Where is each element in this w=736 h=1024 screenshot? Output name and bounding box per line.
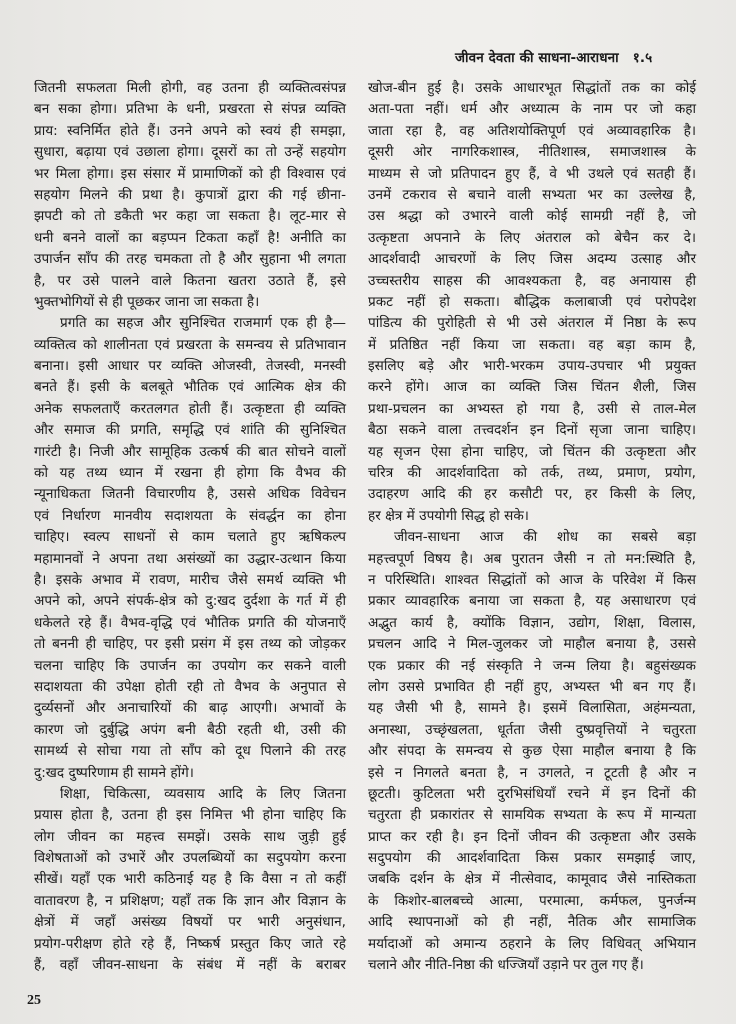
- text-line: पांडित्य की पुरोहिती से भी उसे अंतराल में निष्ठा के रूप: [368, 315, 696, 332]
- text-line: विशेषताओं को उभारें और उपलब्धियों का सदुपयोग करना: [34, 850, 346, 867]
- chapter-title: जीवन देवता की साधना-आराधना: [455, 50, 619, 66]
- left-column: [34, 78, 346, 976]
- text-line: प्राय: स्वनिर्मित होते हैं। उनने अपने को स्वयं ही समझा,: [34, 122, 346, 139]
- text-line: है। इसके अभाव में रावण, मारीच जैसे समर्थ व्यक्ति भी: [34, 571, 346, 588]
- text-line: सीखें। यहाँ एक भारी कठिनाई यह है कि वैसा न तो कहीं: [34, 871, 346, 888]
- text-line: भुक्तभोगियों से ही पूछकर जाना जा सकता है।: [34, 293, 260, 310]
- text-line: प्रथा-प्रचलन का अभ्यस्त हो गया है, उसी से ताल-मेल: [368, 400, 696, 417]
- text-line: बनते हैं। इसी के बलबूते भौतिक एवं आत्मिक क्षेत्र की: [34, 379, 346, 396]
- text-line: उनमें टकराव से बचाने वाली सभ्यता भर का उल्लेख है,: [368, 186, 696, 203]
- text-line: व्यक्तित्व को शालीनता एवं प्रखरता के समन्वय से प्रतिभावान: [34, 336, 346, 353]
- text-line: बन सका होगा। प्रतिभा के धनी, प्रखरता से संपन्न व्यक्ति: [34, 101, 346, 118]
- text-line: चलना चाहिए कि उपार्जन का उपयोग कर सकने वाली: [34, 657, 346, 674]
- right-column: [368, 78, 696, 976]
- text-line: के किशोर-बालबच्चे आत्मा, परमात्मा, कर्मफल, पुनर्जन्म: [368, 892, 696, 909]
- text-line: हैं, वहाँ जीवन-साधना के संबंध में नहीं के बराबर: [34, 957, 346, 974]
- paragraph-start-line: जीवन-साधना आज की शोध का सबसे बड़ा: [394, 529, 696, 546]
- text-line: सामर्थ्य से सोचा गया तो साँप को दूध पिलाने की तरह: [34, 743, 346, 760]
- section-folio: १.५: [632, 50, 653, 66]
- text-line: तो बननी ही चाहिए, पर इसी प्रसंग में इस तथ्य को जोड़कर: [34, 636, 346, 653]
- text-line: गारंटी है। निजी और सामूहिक उत्कर्ष की बात सोचने वालों: [34, 443, 346, 460]
- text-line: आदि स्थापनाओं को ही नहीं, नैतिक और सामाजिक: [368, 914, 696, 931]
- text-line: अता-पता नहीं। धर्म और अध्यात्म के नाम पर जो कहा: [368, 101, 696, 118]
- text-line: में प्रतिष्ठित नहीं किया जा सकता। वह बड़ा काम है,: [368, 336, 696, 353]
- text-line: क्षेत्रों में जहाँ असंख्य विषयों पर भारी अनुसंधान,: [34, 914, 346, 931]
- text-line: दुर्व्यसनों और अनाचारियों की बाढ़ आएगी। अभावों के: [34, 700, 346, 717]
- text-line: लोग जीवन का महत्त्व समझें। उसके साथ जुड़ी हुई: [34, 828, 346, 845]
- text-line: यह जैसी भी है, सामने है। इसमें विलासिता, अहंमन्यता,: [368, 700, 696, 717]
- text-line: है, पर उसे पालने वाले कितना खतरा उठाते हैं, इसे: [34, 272, 346, 289]
- text-line: इसलिए बड़े और भारी-भरकम उपाय-उपचार भी प्रयुक्त: [368, 358, 696, 375]
- text-line: प्रयोग-परीक्षण होते रहे हैं, निष्कर्ष प्रस्तुत किए जाते रहे: [34, 935, 346, 952]
- text-line: वातावरण है, न प्रशिक्षण; यहाँ तक कि ज्ञान और विज्ञान के: [34, 892, 346, 909]
- text-line: यह सृजन ऐसा होना चाहिए, जो चिंतन की उत्कृष्टता और: [368, 443, 696, 460]
- text-line: चलाने और नीति-निष्ठा की धज्जियाँ उड़ाने पर तुल गए हैं।: [368, 957, 644, 974]
- text-line: खोज-बीन हुई है। उसके आधारभूत सिद्धांतों तक का कोई: [368, 80, 696, 96]
- text-line: प्राप्त कर रही है। इन दिनों जीवन की उत्कृष्टता और उसके: [368, 828, 696, 845]
- text-line: उच्चस्तरीय साहस की आवश्यकता है, वह अनायास ही: [368, 272, 696, 289]
- text-line: बैठा सकने वाला तत्त्वदर्शन इन दिनों सृजा जाना चाहिए।: [368, 422, 696, 439]
- text-line: धनी बनने वालों का बड़प्पन टिकता कहाँ है! अनीति का: [34, 229, 346, 246]
- text-line: प्रयास होता है, उतना ही इस निमित्त भी होना चाहिए कि: [34, 807, 346, 824]
- text-line: महत्त्वपूर्ण विषय है। अब पुरातन जैसी न तो मन:स्थिति है,: [368, 550, 696, 567]
- text-line: एवं निर्धारण मानवीय सदाशयता के संवर्द्धन का होना: [34, 507, 346, 524]
- text-line: अद्भुत कार्य है, क्योंकि विज्ञान, उद्योग, शिक्षा, विलास,: [368, 614, 696, 631]
- text-line: जबकि दर्शन के क्षेत्र में नीत्सेवाद, कामूवाद जैसे नास्तिकता: [368, 871, 696, 888]
- text-line: धकेलते रहे हैं। वैभव-वृद्धि एवं भौतिक प्रगति की योजनाएँ: [34, 614, 346, 631]
- text-line: उपार्जन साँप की तरह चमकता तो है और सुहाना भी लगता: [34, 251, 346, 268]
- running-header: [455, 48, 652, 66]
- text-line: आदर्शवादी आचरणों के लिए जिस अदम्य उत्साह और: [368, 251, 696, 268]
- text-line: चाहिए। स्वल्प साधनों से काम चलाते हुए ऋषिकल्प: [34, 529, 346, 546]
- text-line: लोग उससे प्रभावित ही नहीं हुए, अभ्यस्त भी बन गए हैं।: [368, 678, 696, 695]
- text-line: चतुरता ही प्रकारांतर से सामयिक सभ्यता के रूप में मान्यता: [368, 807, 696, 824]
- page-number: 25: [27, 993, 41, 1008]
- text-line: छूटती। कुटिलता भरी दुरभिसंधियाँ रचने में इन दिनों की: [368, 785, 696, 802]
- text-line: न्यूनाधिकता जितनी विचारणीय है, उससे अधिक विवेचन: [34, 486, 346, 503]
- text-line: इसे न निगलते बनता है, न उगलते, न टूटती है और न: [368, 764, 696, 781]
- text-line: झपटी को तो डकैती भर कहा जा सकता है। लूट-मार से: [34, 208, 346, 225]
- text-line: सदाशयता की उपेक्षा होती रही तो वैभव के अनुपात से: [34, 678, 346, 695]
- text-line: दूसरी ओर नागरिकशास्त्र, नीतिशास्त्र, समाजशास्त्र के: [368, 144, 696, 161]
- text-line: उस श्रद्धा को उभारने वाली कोई सामग्री नहीं है, जो: [368, 208, 696, 225]
- text-line: महामानवों ने अपना तथा असंख्यों का उद्धार-उत्थान किया: [34, 550, 346, 567]
- text-line: और संपदा के समन्वय से कुछ ऐसा माहौल बनाया है कि: [368, 743, 696, 760]
- text-line: मर्यादाओं को अमान्य ठहराने के लिए विधिवत् अभियान: [368, 935, 696, 952]
- text-line: अनेक सफलताएँ करतलगत होती हैं। उत्कृष्टता ही व्यक्ति: [34, 400, 346, 417]
- text-line: प्रकट नहीं हो सकता। बौद्धिक कलाबाजी एवं परोपदेश: [368, 293, 696, 310]
- text-line: उत्कृष्टता अपनाने के लिए अंतराल को बेचैन कर दे।: [368, 229, 696, 246]
- text-line: कारण जो दुर्बुद्धि अपंग बनी बैठी रहती थी, उसी की: [34, 721, 346, 738]
- text-line: एक प्रकार की नई संस्कृति ने जन्म लिया है। बहुसंख्यक: [368, 657, 696, 674]
- paragraph-start-line: शिक्षा, चिकित्सा, व्यवसाय आदि के लिए जितना: [60, 785, 346, 802]
- text-line: बनाना। इसी आधार पर व्यक्ति ओजस्वी, तेजस्वी, मनस्वी: [34, 358, 346, 375]
- text-line: माध्यम से जो प्रतिपादन हुए हैं, वे भी उथले एवं सतही हैं।: [368, 165, 696, 182]
- text-line: सदुपयोग की आदर्शवादिता किस प्रकार समझाई जाए,: [368, 850, 696, 867]
- text-line: सहयोग मिलने की प्रथा है। कुपात्रों द्वारा की गई छीना-: [34, 186, 346, 203]
- text-line: हर क्षेत्र में उपयोगी सिद्ध हो सके।: [368, 507, 529, 524]
- text-line: प्रचलन आदि ने मिल-जुलकर जो माहौल बनाया है, उससे: [368, 636, 696, 653]
- text-line: सुधारा, बढ़ाया एवं उछाला होगा। दूसरों का तो उन्हें सहयोग: [34, 144, 346, 161]
- text-line: प्रकार व्यावहारिक बनाया जा सकता है, यह असाधारण एवं: [368, 593, 696, 610]
- text-line: उदाहरण आदि की हर कसौटी पर, हर किसी के लिए,: [368, 486, 696, 503]
- text-line: और समाज की प्रगति, समृद्धि एवं शांति की सुनिश्चित: [34, 422, 346, 439]
- text-line: को यह तथ्य ध्यान में रखना ही होगा कि वैभव की: [34, 465, 346, 482]
- text-line: जितनी सफलता मिली होगी, वह उतना ही व्यक्तित्वसंपन्न: [34, 80, 346, 96]
- text-line: न परिस्थिति। शाश्वत सिद्धांतों को आज के परिवेश में किस: [368, 571, 696, 588]
- text-line: चरित्र की आदर्शवादिता को तर्क, तथ्य, प्रमाण, प्रयोग,: [368, 465, 696, 482]
- text-line: जाता रहा है, वह अतिशयोक्तिपूर्ण एवं अव्यावहारिक है।: [368, 122, 696, 139]
- paragraph-start-line: प्रगति का सहज और सुनिश्चित राजमार्ग एक ही है—: [60, 315, 346, 332]
- text-line: भर मिला होगा। इस संसार में प्रामाणिकों को ही विश्वास एवं: [34, 165, 346, 182]
- text-line: दु:खद दुष्परिणाम ही सामने होंगे।: [34, 764, 194, 781]
- text-line: अनास्था, उच्छृंखलता, धूर्तता जैसी दुष्प्रवृत्तियों ने चतुरता: [368, 721, 696, 738]
- text-line: करने होंगे। आज का व्यक्ति जिस चिंतन शैली, जिस: [368, 379, 696, 396]
- text-line: अपने को, अपने संपर्क-क्षेत्र को दु:खद दुर्दशा के गर्त में ही: [34, 593, 346, 610]
